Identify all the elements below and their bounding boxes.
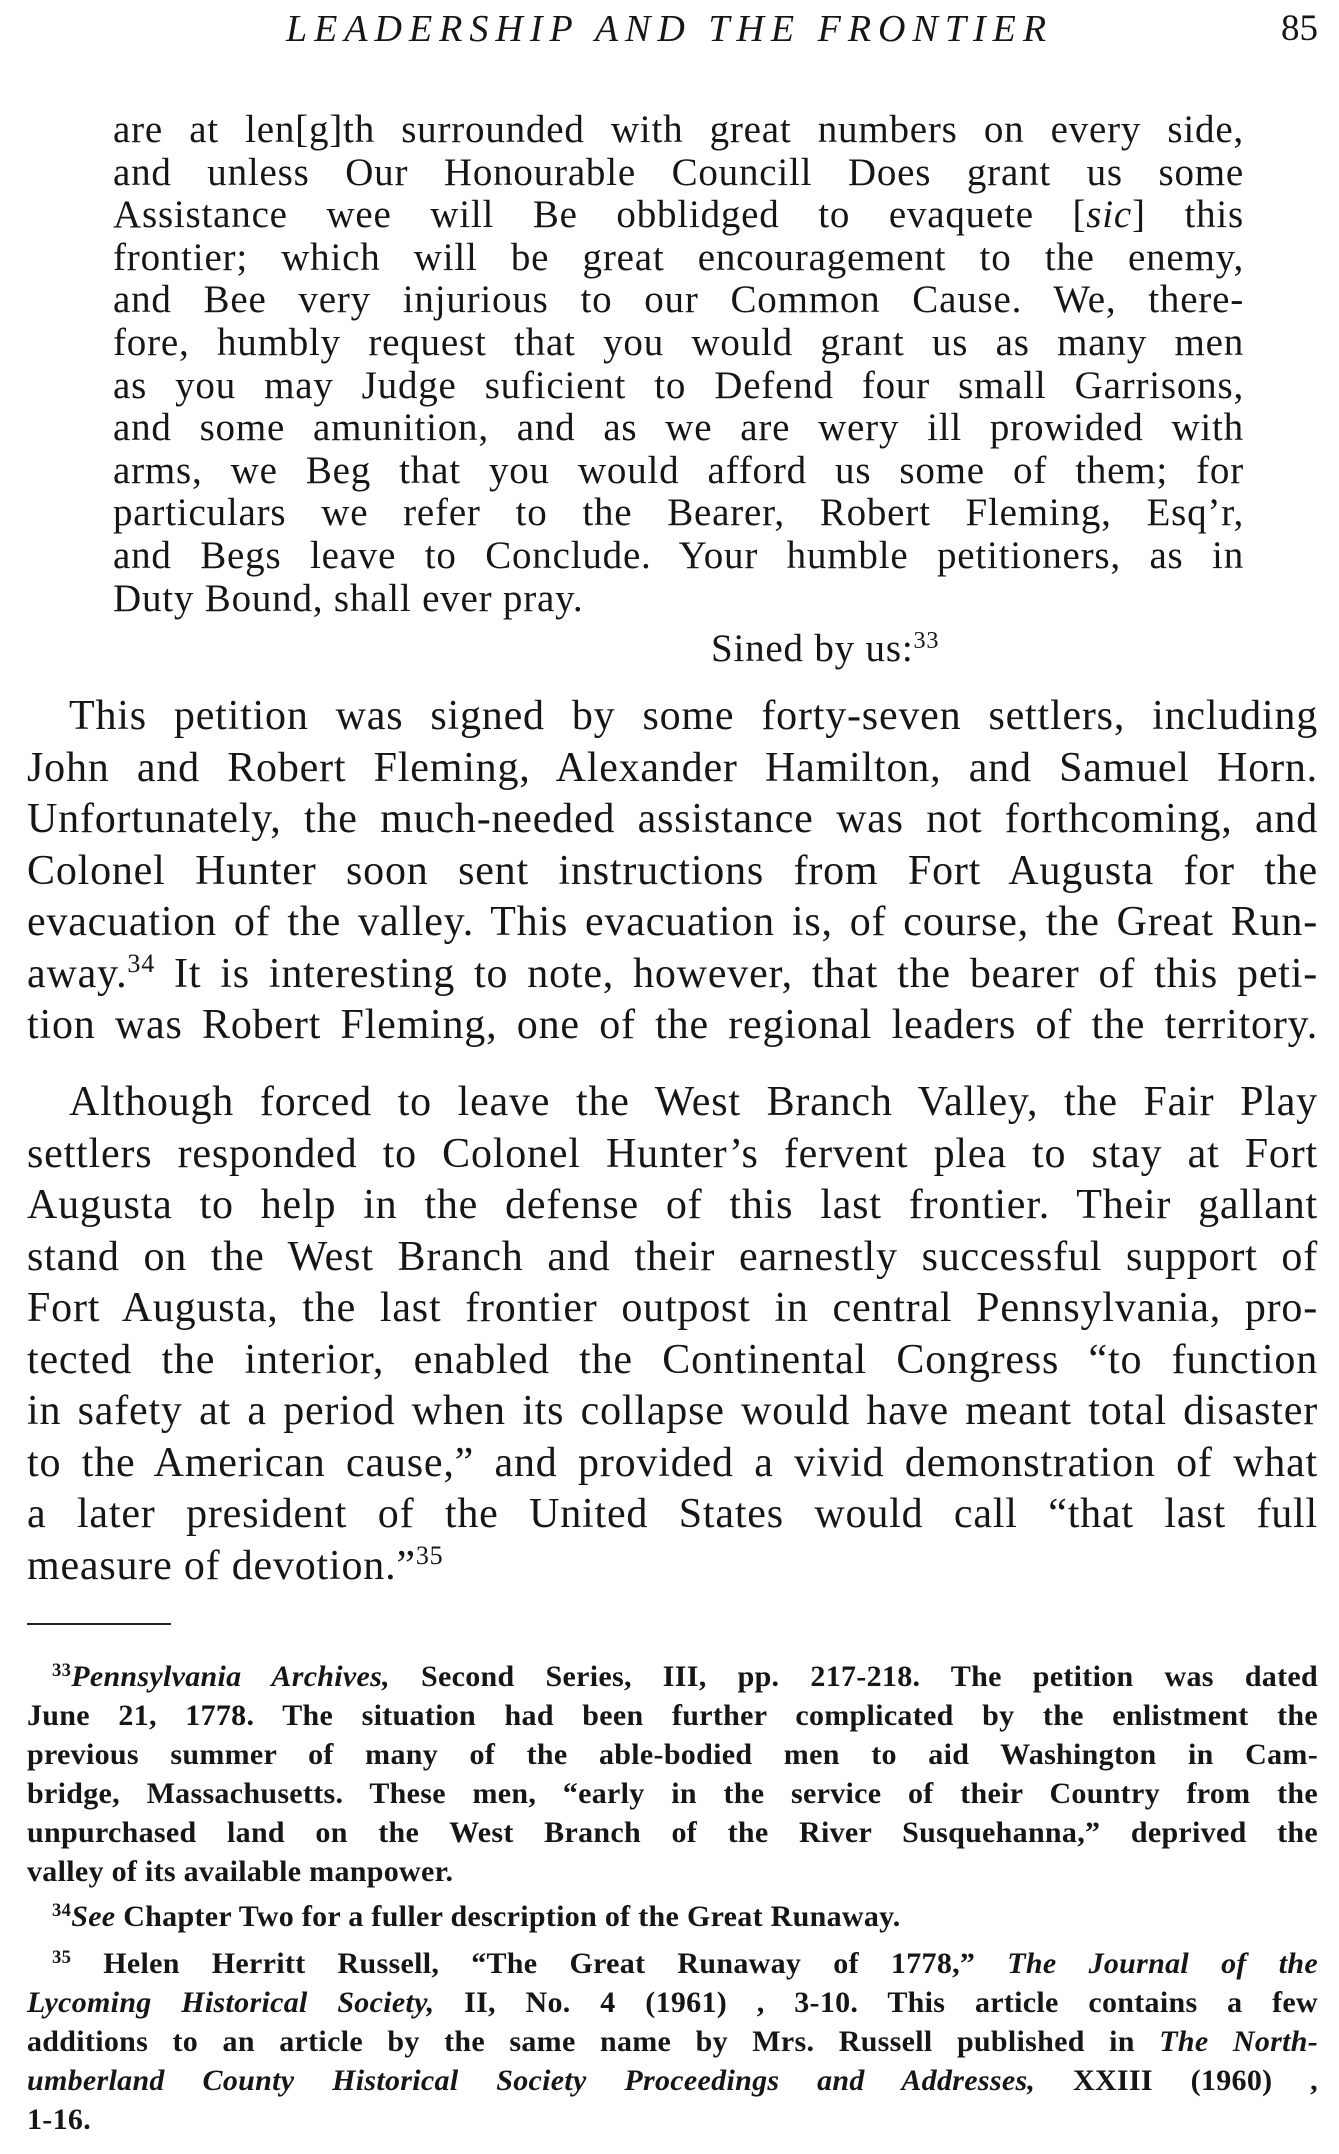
footnote-reference: 34 <box>127 949 156 979</box>
text-line: Fort Augusta, the last frontier outpost in central Pennsylvania, pro- <box>27 1285 1318 1331</box>
text-line: valley of its available manpower. <box>27 1855 454 1888</box>
text-line: tected the interior, enabled the Continental Congress “to function <box>27 1336 1318 1383</box>
text-line: and Begs leave to Conclude. Your humble petitioners, as in <box>113 533 1244 577</box>
text-line: Unfortunately, the much-needed assistance was not forthcoming, and <box>27 796 1318 842</box>
italic-text: The Journal of the <box>1007 1947 1318 1980</box>
text-line: June 21, 1778. The situation had been further complicated by the enlistment the <box>27 1699 1318 1732</box>
text-run: ] this <box>1132 193 1244 237</box>
footnote-34 <box>27 1897 1318 1936</box>
text-line: in safety at a period when its collapse would have meant total disaster <box>27 1388 1318 1434</box>
text-line: Colonel Hunter soon sent instructions from Fort Augusta for the <box>27 847 1318 894</box>
text-line: frontier; which will be great encouragement to the enemy, <box>113 235 1244 279</box>
text-line: evacuation of the valley. This evacuation is, of course, the Great Run- <box>27 899 1318 945</box>
footnote-reference: 35 <box>415 1541 444 1571</box>
running-head: LEADERSHIP AND THE FRONTIER <box>285 8 1054 50</box>
text-run: II, No. 4 (1961) , 3-10. This article contains a few <box>434 1986 1318 2019</box>
footnote-rule <box>27 1623 171 1625</box>
text-run: Assistance wee will Be obblidged to evaquete [ <box>113 193 1087 237</box>
text-line <box>27 1944 1318 1983</box>
text-line: to the American cause,” and provided a vivid demonstration of what <box>27 1439 1318 1486</box>
text-run: Second Series, III, pp. 217-218. The petition was dated <box>389 1660 1318 1693</box>
text-run: additions to an article by the same name by Mrs. Russell published in <box>27 2025 1160 2058</box>
text-line: bridge, Massachusetts. These men, “early in the service of their Country from the <box>27 1777 1318 1810</box>
text-line: This petition was signed by some forty-seven settlers, including <box>69 693 1318 739</box>
text-line: and Bee very injurious to our Common Cause. We, there- <box>113 278 1244 322</box>
text-line: previous summer of many of the able-bodied men to aid Washington in Cam- <box>27 1738 1318 1771</box>
text-line <box>27 1657 1318 1696</box>
text-line: Duty Bound, shall ever pray. <box>113 576 584 620</box>
footnote-reference: 33 <box>52 1659 72 1681</box>
text-run: away. <box>27 950 128 997</box>
text-line: unpurchased land on the West Branch of the River Susquehanna,” deprived the <box>27 1816 1318 1849</box>
italic-text: See <box>71 1900 116 1933</box>
text-line: settlers responded to Colonel Hunter’s fervent plea to stay at Fort <box>27 1130 1318 1177</box>
block-quote-petition <box>113 109 1244 620</box>
text-line <box>711 628 939 671</box>
paragraph-fair-play-settlers <box>27 1077 1318 1592</box>
text-line: arms, we Beg that you would afford us some of them; for <box>113 448 1244 492</box>
footnote-reference: 35 <box>52 1946 72 1968</box>
text-run: It is interesting to note, however, that the bearer of this peti- <box>155 950 1318 997</box>
text-line: stand on the West Branch and their earnestly successful support of <box>27 1233 1318 1280</box>
text-line: particulars we refer to the Bearer, Robert Fleming, Esq’r, <box>113 491 1244 535</box>
footnote-33 <box>27 1657 1318 1891</box>
text-line <box>27 2022 1318 2061</box>
italic-text: The North- <box>1159 2025 1319 2058</box>
text-line <box>27 1983 1318 2022</box>
text-run: Chapter Two for a fuller description of the Great Runaway. <box>115 1900 901 1933</box>
text-line: are at len[g]th surrounded with great numbers on every side, <box>113 108 1244 151</box>
text-line <box>113 194 1244 237</box>
text-line: Although forced to leave the West Branch Valley, the Fair Play <box>69 1079 1318 1125</box>
text-line: fore, humbly request that you would grant us as many men <box>113 320 1244 364</box>
text-line: John and Robert Fleming, Alexander Hamilton, and Samuel Horn. <box>27 744 1318 791</box>
text-line <box>27 1897 1318 1936</box>
text-run: measure of devotion.” <box>27 1542 416 1589</box>
text-run: XXIII (1960) , <box>1035 2064 1318 2097</box>
italic-text: sic <box>1086 193 1132 237</box>
paragraph-petition-signers <box>27 691 1318 1052</box>
text-run: Helen Herritt Russell, “The Great Runaway of 1778,” <box>71 1947 1008 1980</box>
page-number: 85 <box>1281 8 1318 49</box>
text-line <box>27 1541 1318 1593</box>
italic-text: Lycoming Historical Society, <box>27 1986 435 2019</box>
italic-text: umberland County Historical Society Proceedings and Addresses, <box>27 2064 1036 2097</box>
text-line: 1-16. <box>27 2103 91 2136</box>
text-run: Sined by us: <box>711 627 914 670</box>
footnote-35 <box>27 1944 1318 2139</box>
footnote-reference: 33 <box>913 626 940 654</box>
text-line: and some amunition, and as we are wery ill prowided with <box>113 406 1244 450</box>
text-line: as you may Judge suficient to Defend four small Garrisons, <box>113 363 1244 407</box>
text-line: tion was Robert Fleming, one of the regional leaders of the territory. <box>27 1002 1318 1048</box>
text-line <box>27 949 1318 1001</box>
footnote-reference: 34 <box>52 1899 72 1921</box>
text-line: Augusta to help in the defense of this last frontier. Their gallant <box>27 1182 1318 1228</box>
text-line <box>27 2061 1318 2100</box>
italic-text: Pennsylvania Archives, <box>71 1660 390 1693</box>
text-line: a later president of the United States would call “that last full <box>27 1491 1318 1537</box>
petition-signature-line <box>711 628 939 671</box>
text-line: and unless Our Honourable Councill Does grant us some <box>113 150 1244 194</box>
